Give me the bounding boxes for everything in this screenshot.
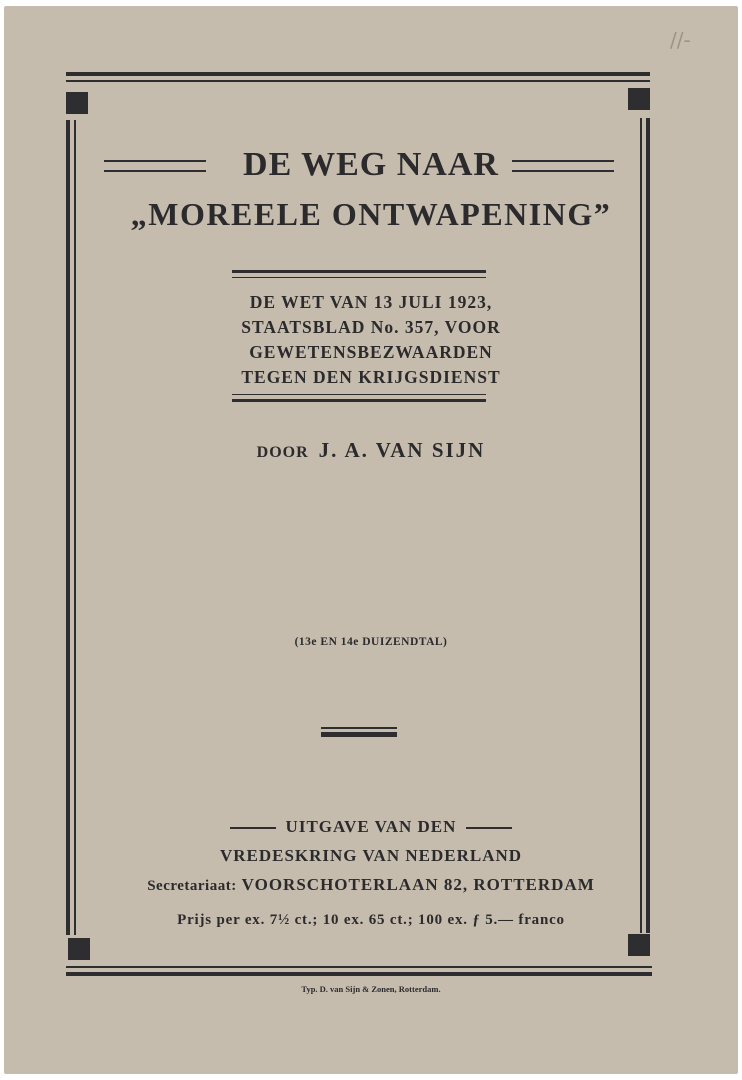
frame-right-rule-thick — [646, 118, 650, 933]
printer-imprint: Typ. D. van Sijn & Zonen, Rotterdam. — [301, 984, 441, 994]
dash-right — [466, 827, 512, 829]
secretariat-label: Secretariaat: — [147, 878, 237, 894]
subtitle-rule-bottom-1 — [232, 394, 486, 395]
frame-top-rule-thick — [66, 72, 650, 76]
frame-left-rule-thick — [66, 120, 70, 935]
subtitle-line-1: DE WET VAN 13 JULI 1923, — [249, 292, 493, 312]
secretariat-line — [0, 875, 742, 895]
middle-ornament-thick — [321, 732, 397, 737]
corner-square-bottom-right — [628, 934, 650, 956]
frame-top-rule-thin — [66, 80, 650, 82]
corner-square-top-left — [66, 92, 88, 114]
subtitle-line-3: GEWETENSBEZWAARDEN — [249, 342, 493, 362]
author-prefix: DOOR — [256, 444, 309, 461]
subtitle-line-2: STAATSBLAD No. 357, VOOR — [241, 317, 501, 337]
edition-note: (13e EN 14e DUIZENDTAL) — [294, 636, 448, 648]
secretariat-address: VOORSCHOTERLAAN 82, ROTTERDAM — [241, 875, 595, 894]
author-name: J. A. VAN SIJN — [318, 438, 486, 462]
title-line-2: „MOREELE ONTWAPENING” — [130, 196, 612, 232]
publisher-intro: UITGAVE VAN DEN — [285, 817, 457, 836]
middle-ornament-thin — [321, 727, 397, 729]
frame-right-rule-thin — [640, 118, 642, 933]
publisher-name: VREDESKRING VAN NEDERLAND — [219, 846, 523, 865]
subtitle-rule-top-2 — [232, 277, 486, 278]
subtitle-line-4: TEGEN DEN KRIJGSDIENST — [241, 367, 501, 387]
frame-bottom-rule-thin — [66, 966, 652, 968]
author-line — [0, 438, 742, 463]
price-line: Prijs per ex. 7½ ct.; 10 ex. 65 ct.; 100 ex. ƒ 5.— franco — [177, 912, 565, 928]
frame-left-rule-thin — [74, 120, 76, 935]
publisher-intro-line — [0, 817, 742, 837]
dash-left — [230, 827, 276, 829]
corner-square-bottom-left — [68, 938, 90, 960]
subtitle-rule-top-1 — [232, 270, 486, 273]
title-line-1: DE WEG NAAR — [243, 146, 499, 183]
frame-bottom-rule-thick — [66, 972, 652, 976]
corner-square-top-right — [628, 88, 650, 110]
pencil-mark: //- — [670, 28, 691, 52]
subtitle-rule-bottom-2 — [232, 399, 486, 402]
